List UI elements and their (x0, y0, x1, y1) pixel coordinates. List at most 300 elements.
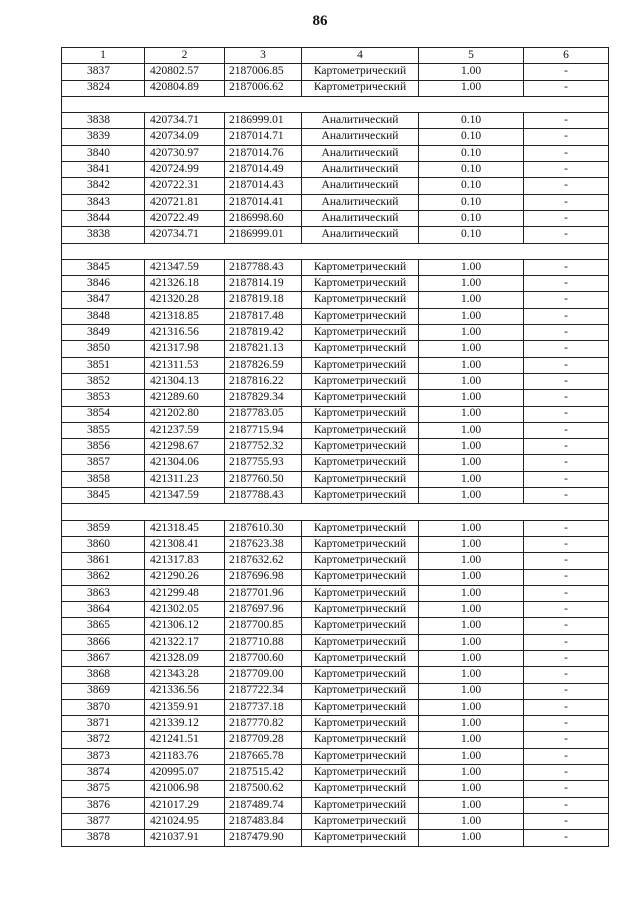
table-row (62, 129, 609, 145)
method-cell: Картометрический (302, 667, 419, 683)
accuracy-cell: 0.10 (419, 162, 524, 178)
method-cell: Картометрический (302, 699, 419, 715)
column-6-cell: - (524, 765, 609, 781)
method-cell: Картометрический (302, 536, 419, 552)
column-6-cell: - (524, 210, 609, 226)
column-6-cell: - (524, 276, 609, 292)
y-coordinate-cell: 2187722.34 (225, 683, 302, 699)
x-coordinate-cell: 421299.48 (145, 585, 225, 601)
column-6-cell: - (524, 259, 609, 275)
table-row (62, 210, 609, 226)
x-coordinate-cell: 421006.98 (145, 781, 225, 797)
column-6-cell: - (524, 667, 609, 683)
point-number-cell: 3868 (62, 667, 145, 683)
column-6-cell: - (524, 390, 609, 406)
y-coordinate-cell: 2187826.59 (225, 357, 302, 373)
point-number-cell: 3851 (62, 357, 145, 373)
separator-cell (302, 504, 419, 520)
method-cell: Аналитический (302, 113, 419, 129)
table-row (62, 634, 609, 650)
y-coordinate-cell: 2187819.42 (225, 325, 302, 341)
accuracy-cell: 1.00 (419, 325, 524, 341)
accuracy-cell: 1.00 (419, 602, 524, 618)
method-cell: Картометрический (302, 80, 419, 96)
x-coordinate-cell: 421302.05 (145, 602, 225, 618)
accuracy-cell: 1.00 (419, 797, 524, 813)
x-coordinate-cell: 421183.76 (145, 748, 225, 764)
table-row (62, 830, 609, 846)
point-number-cell: 3877 (62, 813, 145, 829)
method-cell: Картометрический (302, 569, 419, 585)
y-coordinate-cell: 2187014.49 (225, 162, 302, 178)
table-row (62, 732, 609, 748)
y-coordinate-cell: 2187814.19 (225, 276, 302, 292)
point-number-cell: 3865 (62, 618, 145, 634)
point-number-cell: 3861 (62, 553, 145, 569)
point-number-cell: 3844 (62, 210, 145, 226)
column-6-cell: - (524, 64, 609, 80)
accuracy-cell: 0.10 (419, 210, 524, 226)
y-coordinate-cell: 2187006.85 (225, 64, 302, 80)
point-number-cell: 3871 (62, 716, 145, 732)
method-cell: Картометрический (302, 618, 419, 634)
separator-cell (524, 504, 609, 520)
y-coordinate-cell: 2187783.05 (225, 406, 302, 422)
table-row (62, 439, 609, 455)
column-6-cell: - (524, 699, 609, 715)
point-number-cell: 3852 (62, 373, 145, 389)
point-number-cell: 3853 (62, 390, 145, 406)
accuracy-cell: 1.00 (419, 748, 524, 764)
x-coordinate-cell: 421317.98 (145, 341, 225, 357)
column-6-cell: - (524, 781, 609, 797)
column-6-cell: - (524, 830, 609, 846)
column-header-3: 3 (225, 48, 302, 64)
point-number-cell: 3838 (62, 227, 145, 243)
column-6-cell: - (524, 683, 609, 699)
point-number-cell: 3839 (62, 129, 145, 145)
y-coordinate-cell: 2187819.18 (225, 292, 302, 308)
method-cell: Аналитический (302, 194, 419, 210)
point-number-cell: 3874 (62, 765, 145, 781)
table-row (62, 585, 609, 601)
method-cell: Картометрический (302, 406, 419, 422)
column-6-cell: - (524, 748, 609, 764)
method-cell: Картометрический (302, 634, 419, 650)
method-cell: Картометрический (302, 422, 419, 438)
accuracy-cell: 1.00 (419, 308, 524, 324)
x-coordinate-cell: 421024.95 (145, 813, 225, 829)
point-number-cell: 3845 (62, 488, 145, 504)
method-cell: Картометрический (302, 797, 419, 813)
method-cell: Картометрический (302, 357, 419, 373)
y-coordinate-cell: 2187483.84 (225, 813, 302, 829)
table-row (62, 667, 609, 683)
method-cell: Картометрический (302, 341, 419, 357)
header-row (62, 48, 609, 64)
table-row (62, 194, 609, 210)
column-6-cell: - (524, 373, 609, 389)
accuracy-cell: 1.00 (419, 471, 524, 487)
x-coordinate-cell: 421326.18 (145, 276, 225, 292)
separator-cell (302, 96, 419, 112)
table-row (62, 618, 609, 634)
x-coordinate-cell: 421304.13 (145, 373, 225, 389)
method-cell: Картометрический (302, 373, 419, 389)
x-coordinate-cell: 421347.59 (145, 259, 225, 275)
accuracy-cell: 1.00 (419, 765, 524, 781)
y-coordinate-cell: 2187788.43 (225, 488, 302, 504)
column-6-cell: - (524, 455, 609, 471)
y-coordinate-cell: 2187632.62 (225, 553, 302, 569)
point-number-cell: 3862 (62, 569, 145, 585)
point-number-cell: 3876 (62, 797, 145, 813)
y-coordinate-cell: 2187760.50 (225, 471, 302, 487)
column-6-cell: - (524, 227, 609, 243)
y-coordinate-cell: 2187829.34 (225, 390, 302, 406)
y-coordinate-cell: 2187665.78 (225, 748, 302, 764)
separator-row (62, 96, 609, 112)
separator-cell (62, 504, 145, 520)
accuracy-cell: 1.00 (419, 781, 524, 797)
column-header-6: 6 (524, 48, 609, 64)
point-number-cell: 3846 (62, 276, 145, 292)
separator-cell (225, 96, 302, 112)
accuracy-cell: 1.00 (419, 830, 524, 846)
x-coordinate-cell: 420724.99 (145, 162, 225, 178)
y-coordinate-cell: 2187014.41 (225, 194, 302, 210)
method-cell: Картометрический (302, 732, 419, 748)
column-6-cell: - (524, 634, 609, 650)
point-number-cell: 3866 (62, 634, 145, 650)
method-cell: Картометрический (302, 471, 419, 487)
table-row (62, 341, 609, 357)
y-coordinate-cell: 2187696.98 (225, 569, 302, 585)
accuracy-cell: 0.10 (419, 194, 524, 210)
accuracy-cell: 1.00 (419, 650, 524, 666)
point-number-cell: 3864 (62, 602, 145, 618)
table-row (62, 308, 609, 324)
column-6-cell: - (524, 650, 609, 666)
separator-cell (524, 96, 609, 112)
table-row (62, 797, 609, 813)
column-6-cell: - (524, 113, 609, 129)
accuracy-cell: 1.00 (419, 455, 524, 471)
method-cell: Картометрический (302, 650, 419, 666)
table-row (62, 536, 609, 552)
x-coordinate-cell: 420995.07 (145, 765, 225, 781)
x-coordinate-cell: 421290.26 (145, 569, 225, 585)
column-6-cell: - (524, 813, 609, 829)
point-number-cell: 3872 (62, 732, 145, 748)
x-coordinate-cell: 421311.53 (145, 357, 225, 373)
accuracy-cell: 0.10 (419, 145, 524, 161)
table-row (62, 520, 609, 536)
table-row (62, 292, 609, 308)
column-6-cell: - (524, 406, 609, 422)
separator-cell (62, 96, 145, 112)
table-row (62, 162, 609, 178)
x-coordinate-cell: 421318.45 (145, 520, 225, 536)
method-cell: Картометрический (302, 683, 419, 699)
y-coordinate-cell: 2187700.60 (225, 650, 302, 666)
column-6-cell: - (524, 162, 609, 178)
separator-cell (145, 243, 225, 259)
accuracy-cell: 1.00 (419, 634, 524, 650)
x-coordinate-cell: 420734.71 (145, 227, 225, 243)
y-coordinate-cell: 2186999.01 (225, 113, 302, 129)
x-coordinate-cell: 421320.28 (145, 292, 225, 308)
y-coordinate-cell: 2187752.32 (225, 439, 302, 455)
y-coordinate-cell: 2186998.60 (225, 210, 302, 226)
separator-cell (419, 243, 524, 259)
method-cell: Картометрический (302, 520, 419, 536)
point-number-cell: 3858 (62, 471, 145, 487)
table-row (62, 602, 609, 618)
column-6-cell: - (524, 520, 609, 536)
accuracy-cell: 1.00 (419, 667, 524, 683)
separator-cell (225, 504, 302, 520)
point-number-cell: 3847 (62, 292, 145, 308)
y-coordinate-cell: 2187697.96 (225, 602, 302, 618)
y-coordinate-cell: 2187737.18 (225, 699, 302, 715)
x-coordinate-cell: 420802.57 (145, 64, 225, 80)
x-coordinate-cell: 421289.60 (145, 390, 225, 406)
x-coordinate-cell: 420734.71 (145, 113, 225, 129)
column-6-cell: - (524, 194, 609, 210)
y-coordinate-cell: 2187014.71 (225, 129, 302, 145)
point-number-cell: 3859 (62, 520, 145, 536)
method-cell: Картометрический (302, 781, 419, 797)
accuracy-cell: 1.00 (419, 373, 524, 389)
point-number-cell: 3873 (62, 748, 145, 764)
x-coordinate-cell: 421343.28 (145, 667, 225, 683)
x-coordinate-cell: 420730.97 (145, 145, 225, 161)
y-coordinate-cell: 2187014.43 (225, 178, 302, 194)
point-number-cell: 3867 (62, 650, 145, 666)
x-coordinate-cell: 421202.80 (145, 406, 225, 422)
accuracy-cell: 1.00 (419, 618, 524, 634)
table-row (62, 390, 609, 406)
separator-cell (145, 504, 225, 520)
point-number-cell: 3854 (62, 406, 145, 422)
y-coordinate-cell: 2187700.85 (225, 618, 302, 634)
point-number-cell: 3849 (62, 325, 145, 341)
method-cell: Аналитический (302, 129, 419, 145)
y-coordinate-cell: 2187788.43 (225, 259, 302, 275)
y-coordinate-cell: 2187817.48 (225, 308, 302, 324)
method-cell: Аналитический (302, 145, 419, 161)
y-coordinate-cell: 2187500.62 (225, 781, 302, 797)
x-coordinate-cell: 421328.09 (145, 650, 225, 666)
table-row (62, 683, 609, 699)
x-coordinate-cell: 421308.41 (145, 536, 225, 552)
accuracy-cell: 1.00 (419, 292, 524, 308)
column-6-cell: - (524, 145, 609, 161)
column-6-cell: - (524, 602, 609, 618)
x-coordinate-cell: 421241.51 (145, 732, 225, 748)
table-row (62, 64, 609, 80)
x-coordinate-cell: 421322.17 (145, 634, 225, 650)
x-coordinate-cell: 421237.59 (145, 422, 225, 438)
table-row (62, 325, 609, 341)
column-header-2: 2 (145, 48, 225, 64)
method-cell: Картометрический (302, 439, 419, 455)
column-6-cell: - (524, 341, 609, 357)
method-cell: Картометрический (302, 830, 419, 846)
column-6-cell: - (524, 80, 609, 96)
column-6-cell: - (524, 422, 609, 438)
column-6-cell: - (524, 716, 609, 732)
separator-cell (419, 96, 524, 112)
table-row (62, 699, 609, 715)
column-header-5: 5 (419, 48, 524, 64)
table-row (62, 80, 609, 96)
x-coordinate-cell: 421317.83 (145, 553, 225, 569)
column-header-4: 4 (302, 48, 419, 64)
point-number-cell: 3869 (62, 683, 145, 699)
method-cell: Аналитический (302, 210, 419, 226)
x-coordinate-cell: 421311.23 (145, 471, 225, 487)
table-row (62, 553, 609, 569)
accuracy-cell: 1.00 (419, 732, 524, 748)
table-row (62, 813, 609, 829)
point-number-cell: 3840 (62, 145, 145, 161)
x-coordinate-cell: 421306.12 (145, 618, 225, 634)
method-cell: Картометрический (302, 716, 419, 732)
x-coordinate-cell: 421347.59 (145, 488, 225, 504)
table-row (62, 650, 609, 666)
table-row (62, 227, 609, 243)
column-6-cell: - (524, 553, 609, 569)
method-cell: Картометрический (302, 259, 419, 275)
separator-cell (62, 243, 145, 259)
separator-cell (524, 243, 609, 259)
method-cell: Картометрический (302, 585, 419, 601)
accuracy-cell: 1.00 (419, 357, 524, 373)
y-coordinate-cell: 2187014.76 (225, 145, 302, 161)
accuracy-cell: 1.00 (419, 553, 524, 569)
method-cell: Аналитический (302, 178, 419, 194)
method-cell: Аналитический (302, 227, 419, 243)
column-6-cell: - (524, 797, 609, 813)
accuracy-cell: 0.10 (419, 178, 524, 194)
accuracy-cell: 1.00 (419, 276, 524, 292)
method-cell: Картометрический (302, 602, 419, 618)
point-number-cell: 3860 (62, 536, 145, 552)
coordinates-table (61, 47, 609, 847)
x-coordinate-cell: 420804.89 (145, 80, 225, 96)
column-6-cell: - (524, 488, 609, 504)
x-coordinate-cell: 420721.81 (145, 194, 225, 210)
table-row (62, 488, 609, 504)
table-row (62, 569, 609, 585)
accuracy-cell: 1.00 (419, 569, 524, 585)
table-row (62, 145, 609, 161)
point-number-cell: 3841 (62, 162, 145, 178)
accuracy-cell: 0.10 (419, 129, 524, 145)
column-6-cell: - (524, 439, 609, 455)
point-number-cell: 3845 (62, 259, 145, 275)
accuracy-cell: 1.00 (419, 390, 524, 406)
accuracy-cell: 1.00 (419, 683, 524, 699)
table-row (62, 113, 609, 129)
separator-cell (225, 243, 302, 259)
accuracy-cell: 1.00 (419, 716, 524, 732)
separator-cell (419, 504, 524, 520)
column-6-cell: - (524, 471, 609, 487)
column-6-cell: - (524, 618, 609, 634)
column-header-1: 1 (62, 48, 145, 64)
column-6-cell: - (524, 569, 609, 585)
table-row (62, 178, 609, 194)
accuracy-cell: 0.10 (419, 227, 524, 243)
point-number-cell: 3824 (62, 80, 145, 96)
y-coordinate-cell: 2187479.90 (225, 830, 302, 846)
column-6-cell: - (524, 178, 609, 194)
accuracy-cell: 1.00 (419, 64, 524, 80)
accuracy-cell: 1.00 (419, 259, 524, 275)
separator-row (62, 504, 609, 520)
table-body (62, 64, 609, 846)
table-row (62, 357, 609, 373)
x-coordinate-cell: 421304.06 (145, 455, 225, 471)
y-coordinate-cell: 2187816.22 (225, 373, 302, 389)
x-coordinate-cell: 421359.91 (145, 699, 225, 715)
y-coordinate-cell: 2187701.96 (225, 585, 302, 601)
y-coordinate-cell: 2187770.82 (225, 716, 302, 732)
accuracy-cell: 1.00 (419, 699, 524, 715)
point-number-cell: 3842 (62, 178, 145, 194)
table-row (62, 259, 609, 275)
method-cell: Картометрический (302, 292, 419, 308)
table-header (62, 48, 609, 64)
accuracy-cell: 1.00 (419, 341, 524, 357)
point-number-cell: 3838 (62, 113, 145, 129)
x-coordinate-cell: 420722.31 (145, 178, 225, 194)
accuracy-cell: 1.00 (419, 80, 524, 96)
accuracy-cell: 1.00 (419, 488, 524, 504)
table-row (62, 748, 609, 764)
accuracy-cell: 1.00 (419, 406, 524, 422)
method-cell: Картометрический (302, 488, 419, 504)
x-coordinate-cell: 421318.85 (145, 308, 225, 324)
y-coordinate-cell: 2187755.93 (225, 455, 302, 471)
method-cell: Картометрический (302, 748, 419, 764)
column-6-cell: - (524, 129, 609, 145)
point-number-cell: 3870 (62, 699, 145, 715)
table-row (62, 765, 609, 781)
table-row (62, 471, 609, 487)
method-cell: Картометрический (302, 455, 419, 471)
table-row (62, 455, 609, 471)
column-6-cell: - (524, 325, 609, 341)
method-cell: Картометрический (302, 390, 419, 406)
x-coordinate-cell: 421298.67 (145, 439, 225, 455)
method-cell: Картометрический (302, 308, 419, 324)
column-6-cell: - (524, 585, 609, 601)
accuracy-cell: 1.00 (419, 585, 524, 601)
y-coordinate-cell: 2187515.42 (225, 765, 302, 781)
y-coordinate-cell: 2187709.28 (225, 732, 302, 748)
y-coordinate-cell: 2187489.74 (225, 797, 302, 813)
x-coordinate-cell: 420734.09 (145, 129, 225, 145)
y-coordinate-cell: 2187709.00 (225, 667, 302, 683)
point-number-cell: 3855 (62, 422, 145, 438)
y-coordinate-cell: 2187610.30 (225, 520, 302, 536)
point-number-cell: 3863 (62, 585, 145, 601)
point-number-cell: 3843 (62, 194, 145, 210)
